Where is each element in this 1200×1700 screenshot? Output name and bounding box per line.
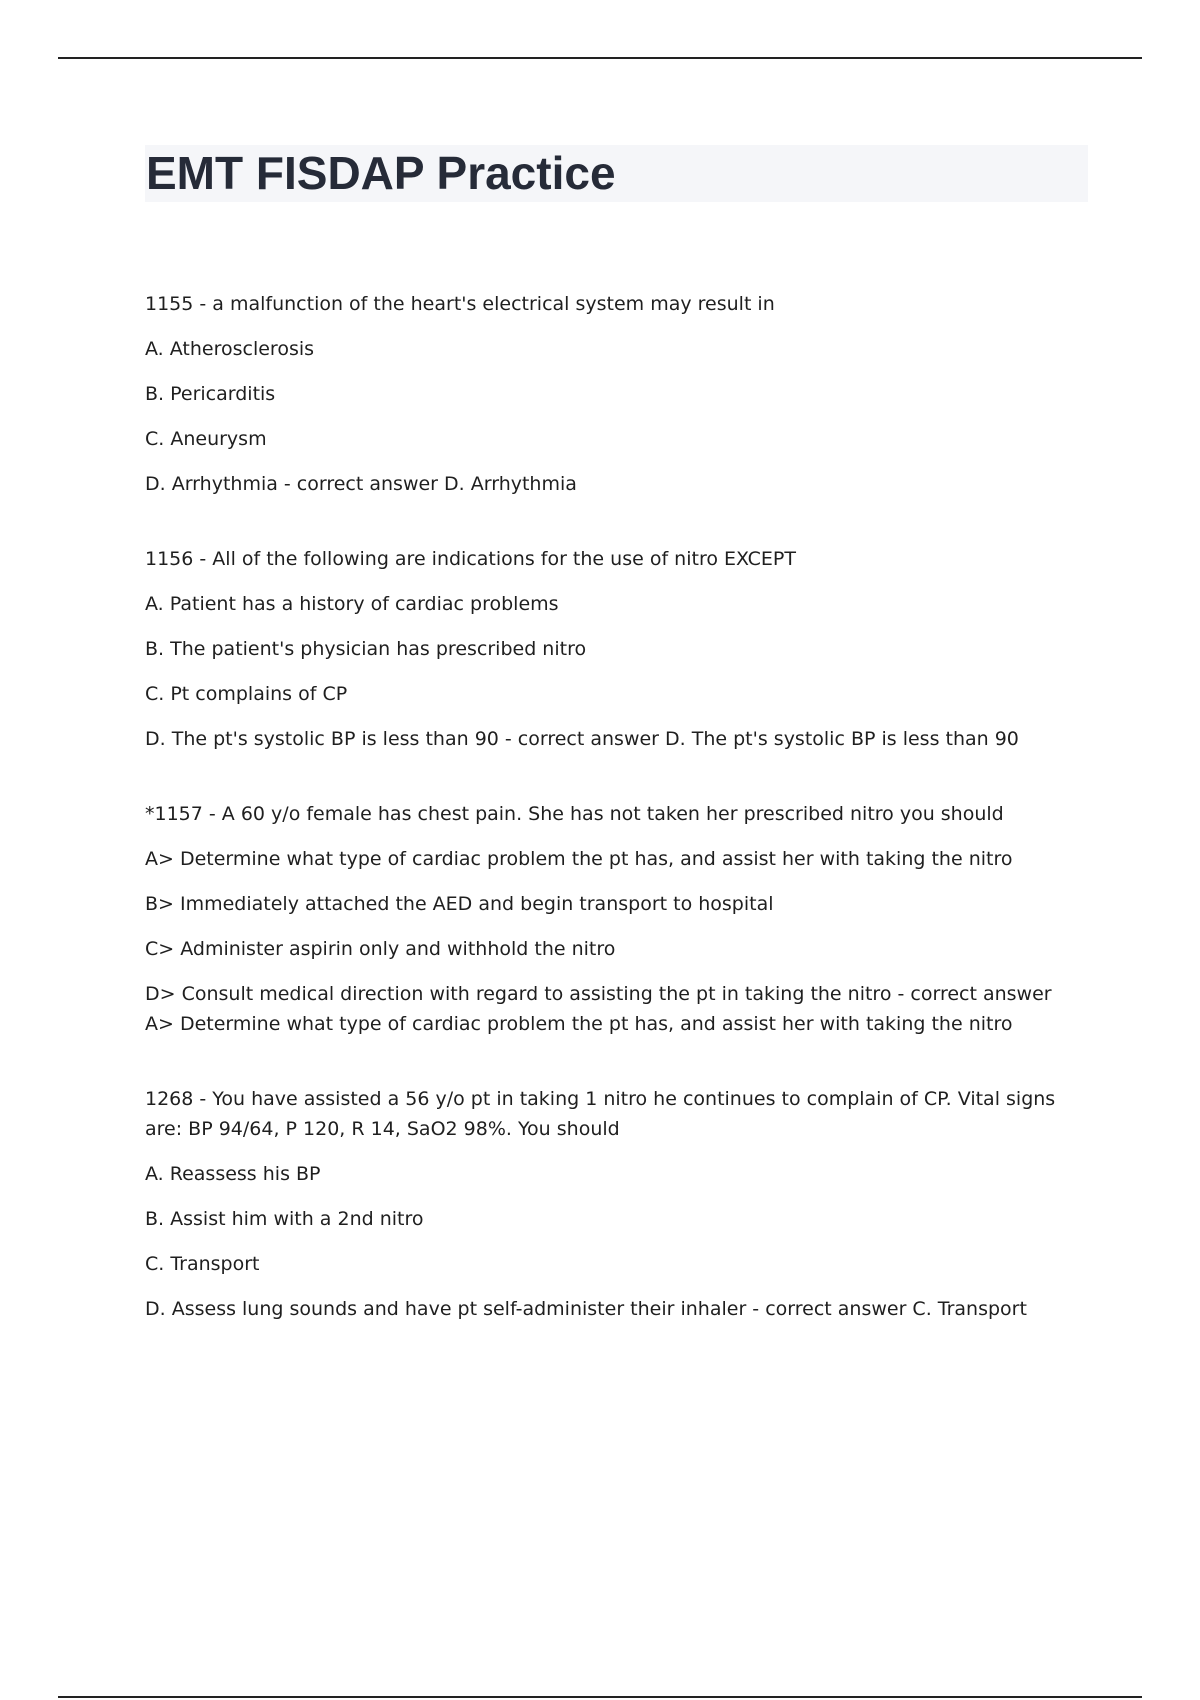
question-list <box>145 289 1080 1369</box>
bottom-rule <box>58 1696 1142 1698</box>
answer-option: B> Immediately attached the AED and begin transport to hospital <box>145 893 774 915</box>
answer-option: C. Pt complains of CP <box>145 683 348 705</box>
answer-option-with-correct-answer: D> Consult medical direction with regard to assisting the pt in taking the nitro - correct answer A> Determine what type of cardiac problem the pt has, and assist her with taking the nitro <box>145 983 1052 1035</box>
answer-option: C> Administer aspirin only and withhold the nitro <box>145 938 616 960</box>
answer-option: A. Reassess his BP <box>145 1163 321 1185</box>
answer-option: B. Pericarditis <box>145 383 276 405</box>
question-block <box>145 544 1080 754</box>
question-text: 1268 - You have assisted a 56 y/o pt in taking 1 nitro he continues to complain of CP. Vital signs are: BP 94/64, P 120, R 14, SaO2 98%. You should <box>145 1088 1056 1140</box>
answer-option: B. Assist him with a 2nd nitro <box>145 1208 424 1230</box>
question-text: 1156 - All of the following are indications for the use of nitro EXCEPT <box>145 548 796 570</box>
question-text: *1157 - A 60 y/o female has chest pain. She has not taken her prescribed nitro you should <box>145 803 1004 825</box>
question-block <box>145 289 1080 499</box>
answer-option: A> Determine what type of cardiac problem the pt has, and assist her with taking the nitro <box>145 848 1013 870</box>
answer-option: A. Atherosclerosis <box>145 338 315 360</box>
answer-option-with-correct-answer: D. Assess lung sounds and have pt self-administer their inhaler - correct answer C. Transport <box>145 1298 1027 1320</box>
answer-option: C. Aneurysm <box>145 428 267 450</box>
question-text: 1155 - a malfunction of the heart's electrical system may result in <box>145 293 775 315</box>
answer-option: B. The patient's physician has prescribed nitro <box>145 638 587 660</box>
top-rule <box>58 57 1142 59</box>
question-block <box>145 1084 1080 1324</box>
answer-option-with-correct-answer: D. Arrhythmia - correct answer D. Arrhythmia <box>145 473 577 495</box>
answer-option: C. Transport <box>145 1253 260 1275</box>
question-block <box>145 799 1080 1039</box>
page-title: EMT FISDAP Practice <box>146 147 616 199</box>
answer-option-with-correct-answer: D. The pt's systolic BP is less than 90 - correct answer D. The pt's systolic BP is less than 90 <box>145 728 1019 750</box>
answer-option: A. Patient has a history of cardiac problems <box>145 593 559 615</box>
